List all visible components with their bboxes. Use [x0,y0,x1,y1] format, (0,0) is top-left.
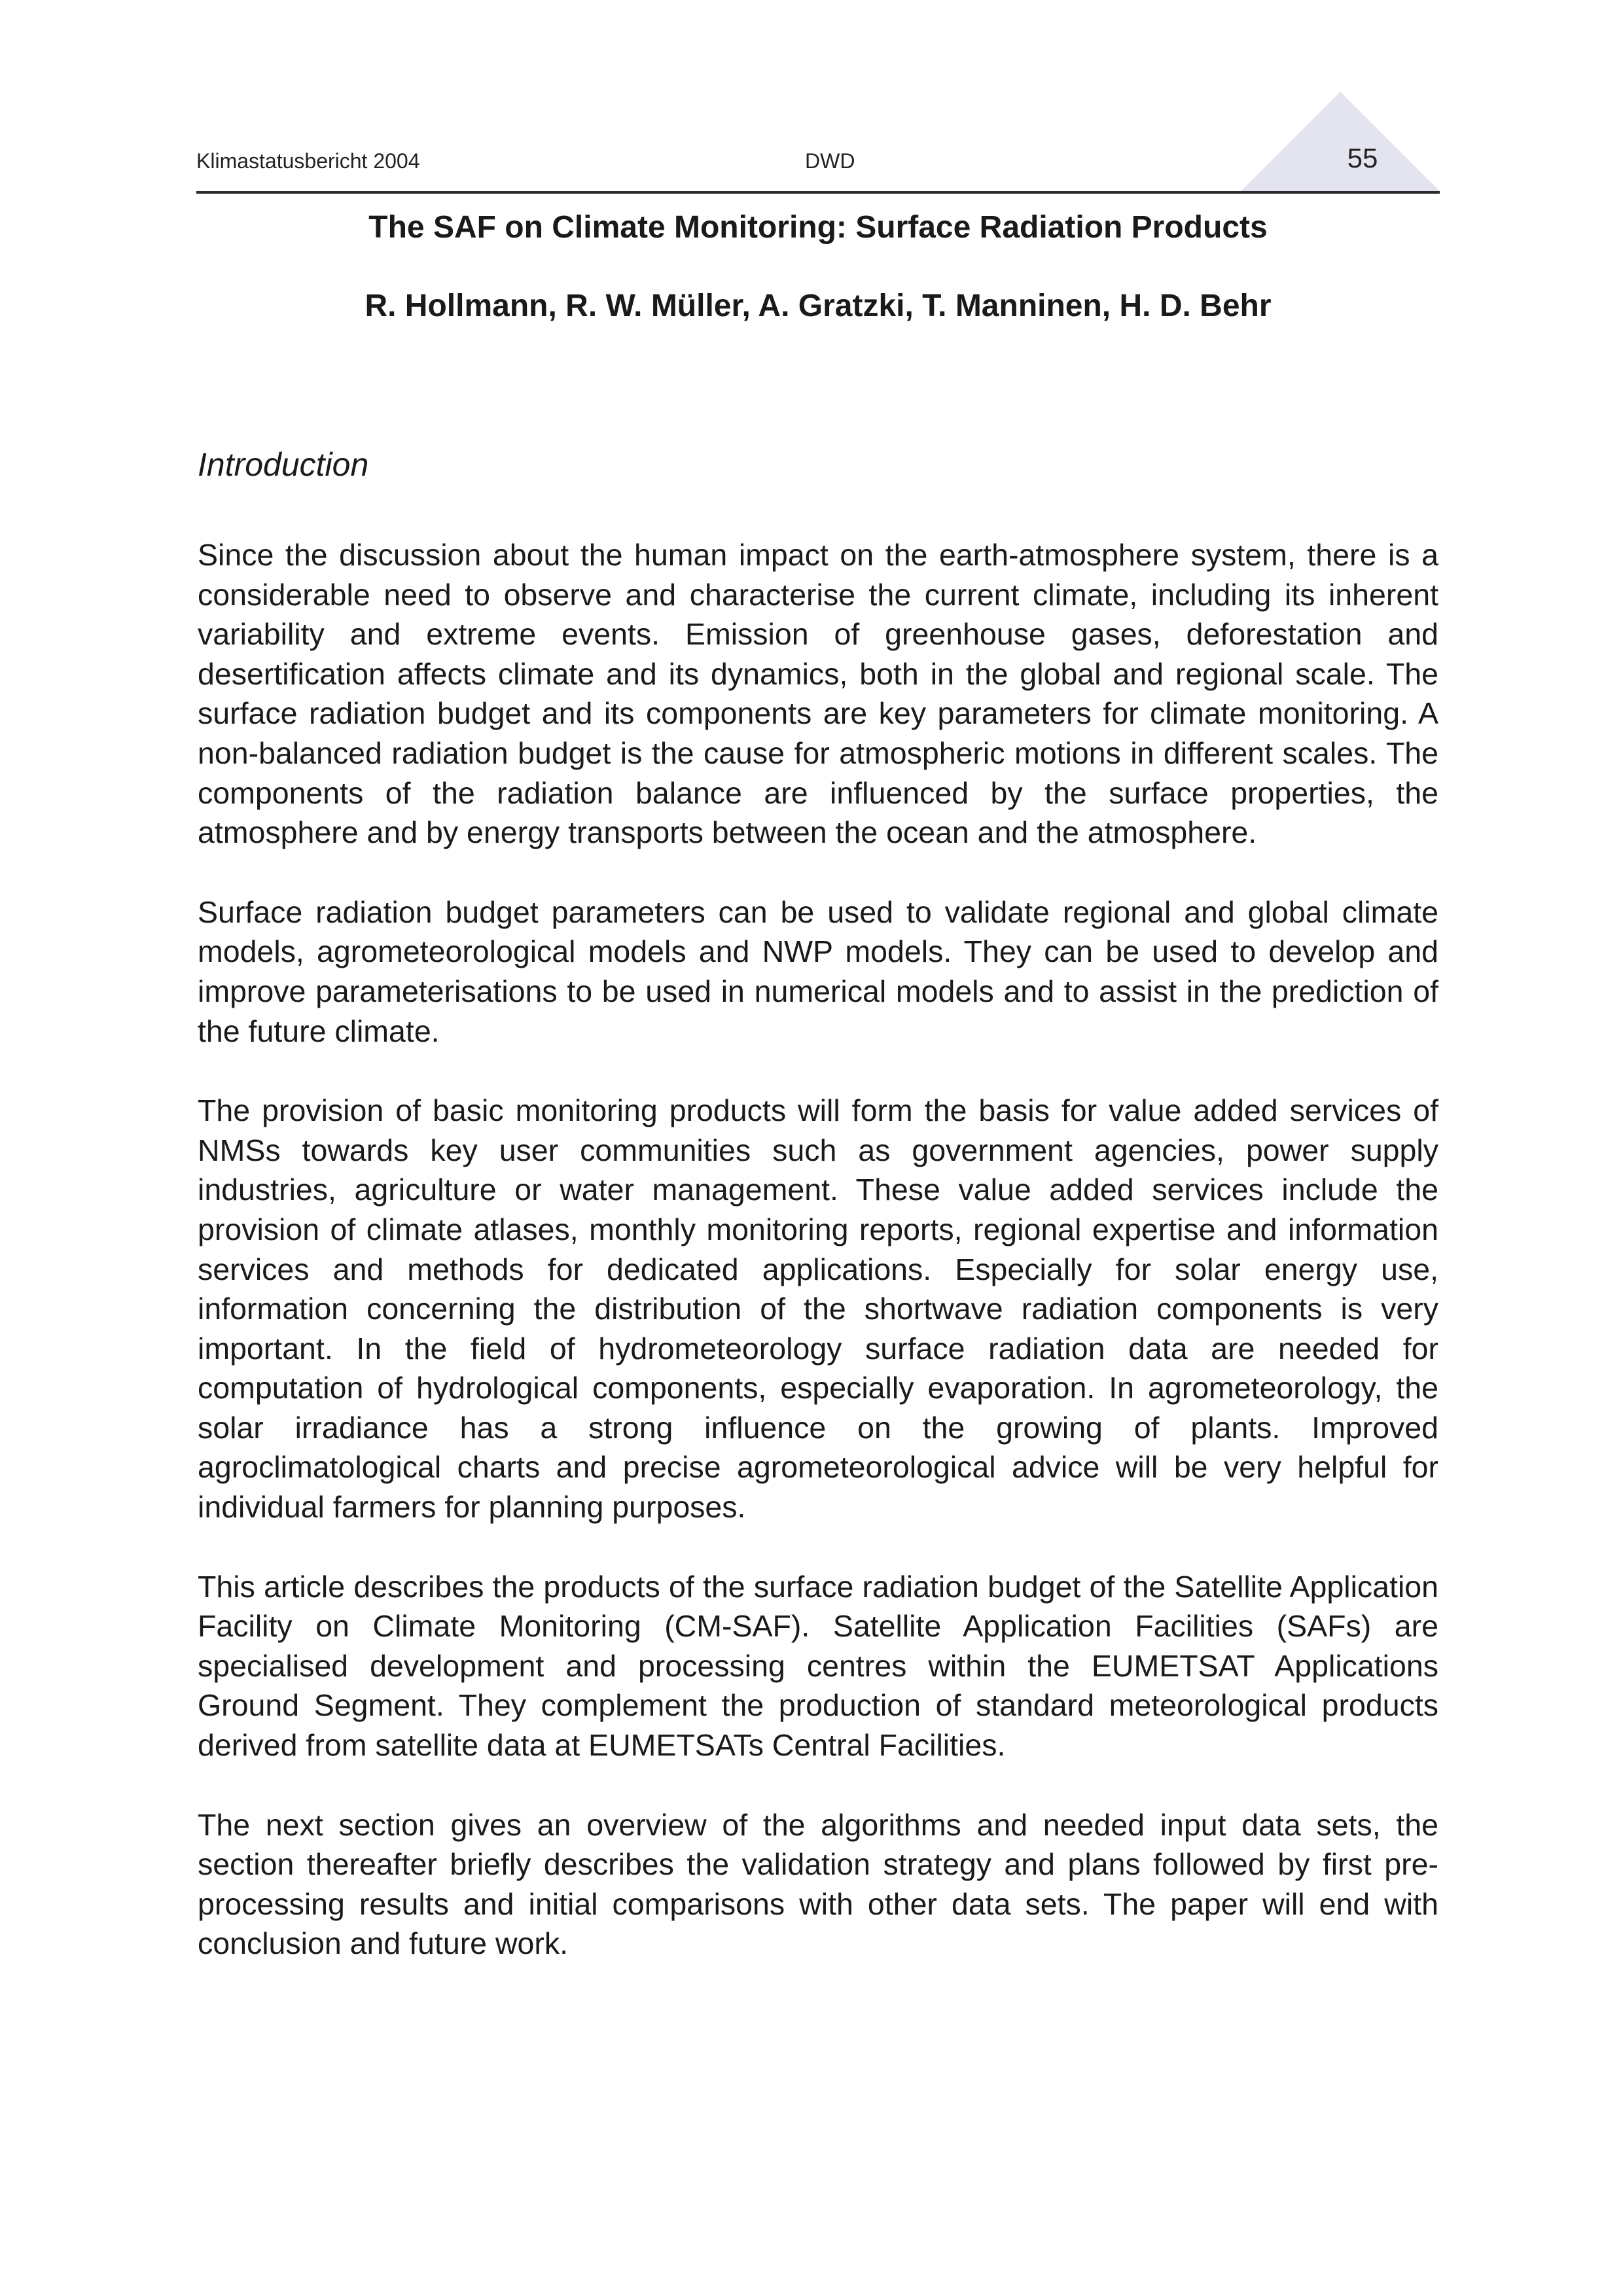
body-paragraph: Since the discussion about the human impact on the earth-atmosphere system, there is a considerable need to observe and characterise the current climate, including its inherent variability and extreme events. Emission of greenhouse gases, deforestation and desertification affects climate and its dynamics, both in the global and regional scale. The surface radiation budget and its components are key parameters for climate monitoring. A non-balanced radiation budget is the cause for atmospheric motions in different scales. The components of the radiation balance are influenced by the surface properties, the atmosphere and by energy transports between the ocean and the atmosphere. [198,538,1438,850]
article-authors: R. Hollmann, R. W. Müller, A. Gratzki, T. Manninen, H. D. Behr [365,289,1272,323]
article-title: The SAF on Climate Monitoring: Surface Radiation Products [368,210,1268,245]
body-paragraph: The provision of basic monitoring products will form the basis for value added services of NMSs towards key user communities such as government agencies, power supply industries, agriculture or water management. These value added services include the provision of climate atlases, monthly monitoring reports, regional expertise and information services and methods for dedicated applications. Especially for solar energy use, information concerning the distribution of the shortwave radiation components is very important. In the field of hydrometeorology surface radiation data are needed for computation of hydrological components, especially evaporation. In agrometeorology, the solar irradiance has a strong influence on the growing of plants. Improved agroclimatological charts and precise agrometeorological advice will be very helpful for individual farmers for planning purposes. [198,1093,1438,1525]
page-header [196,92,1440,196]
section-heading: Introduction [198,446,369,483]
header-rule [196,191,1440,194]
article-body [198,535,1438,2004]
page-number: 55 [1347,143,1378,173]
body-paragraph: This article describes the products of the surface radiation budget of the Satellite Application Facility on Climate Monitoring (CM-SAF). Satellite Application Facilities (SAFs) are specialised development and processing centres within the EUMETSAT Applications Ground Segment. They complement the production of standard meteorological products derived from satellite data at EUMETSATs Central Facilities. [198,1569,1438,1763]
body-paragraph: Surface radiation budget parameters can be used to validate regional and global climate models, agrometeorological models and NWP models. They can be used to develop and improve parameterisations to be used in numerical models and to assist in the prediction of the future climate. [198,894,1438,1048]
body-paragraph: The next section gives an overview of the algorithms and needed input data sets, the section thereafter briefly describes the validation strategy and plans followed by first pre-processing results and initial comparisons with other data sets. The paper will end with conclusion and future work. [198,1807,1438,1961]
running-title: Klimastatusbericht 2004 [196,149,420,173]
publisher-label: DWD [805,149,855,173]
